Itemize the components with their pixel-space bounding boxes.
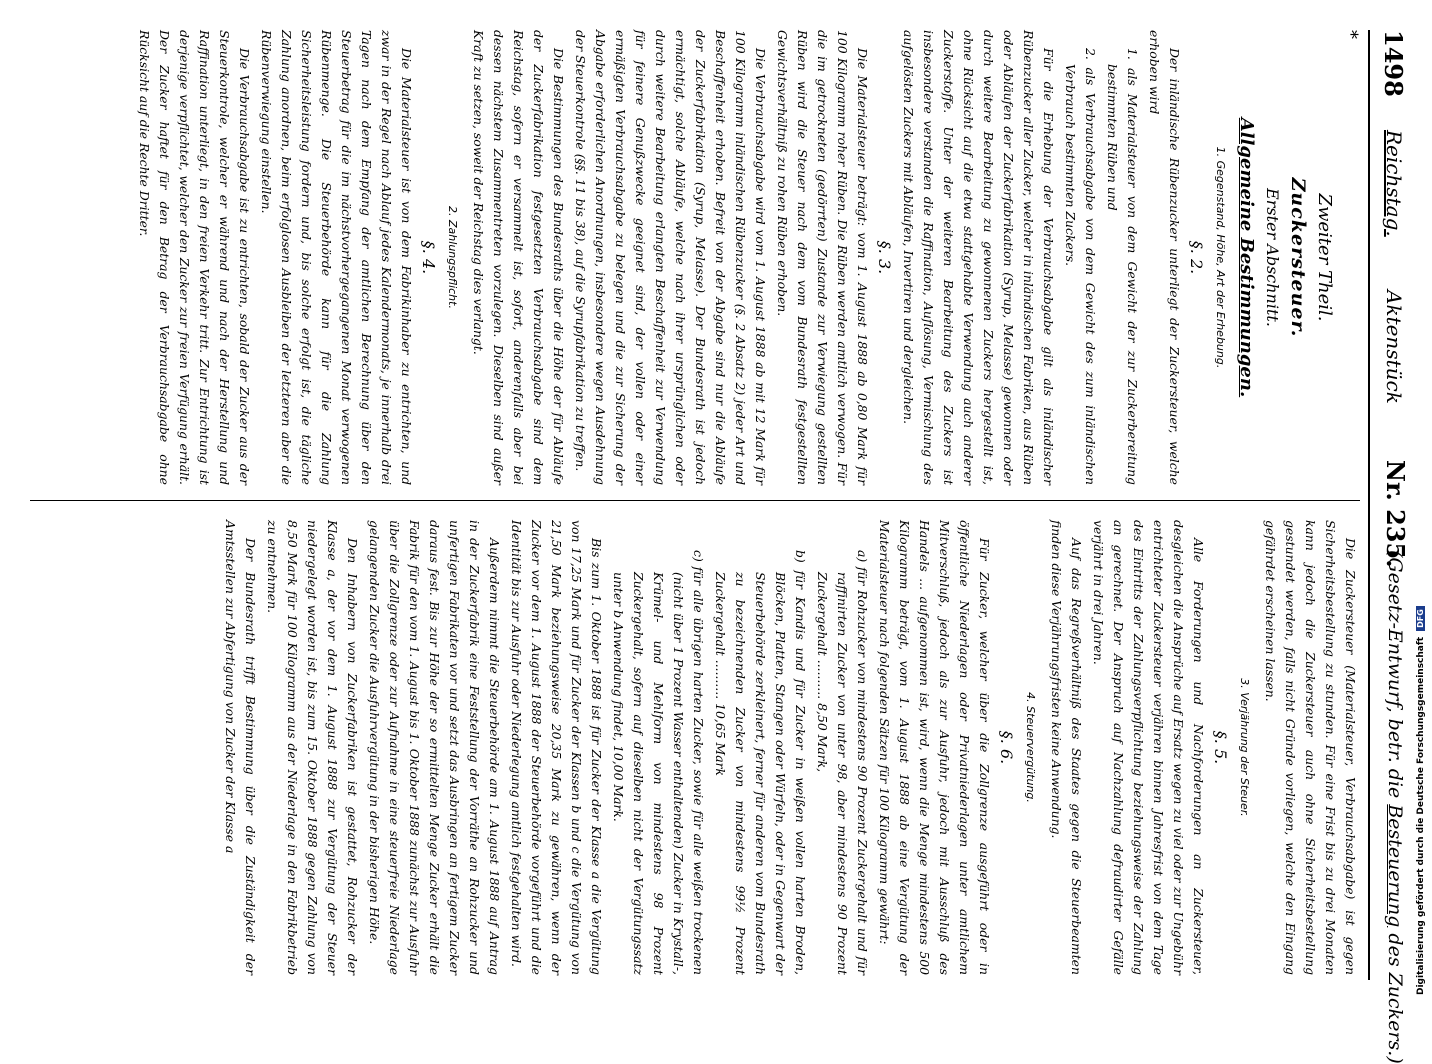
- section-heading: Erster Abschnitt.: [1263, 188, 1282, 327]
- right-text-1: Die Zuckersteuer (Materialsteuer, Verbrauchsabgabe) ist gegen Sicherheitsbestellung zu stunden. Für eine Frist bis zu drei Monaten kann jedoch die Zuckersteuer auch ohne Sicherheitsbestellung gestundet werden, falls nicht Gründe vorliegen, welche den Eingang gefährdet erscheinen lassen.: [1263, 520, 1358, 975]
- column-divider: [30, 500, 1360, 501]
- paragraph-5-text-2: Auf das Regreßverhältniß des Staates gegen die Steuerbeamten finden diese Verjährungsfristen keine Anwendung.: [1049, 520, 1084, 975]
- title-prefix: (Gesetz-Entwurf, betr. die: [1384, 550, 1406, 799]
- paragraph-3-text-2: Die Verbrauchsabgabe wird vom 1. August 1888 ab mit 12 Mark für 100 Kilogramm inländischen Rübenzucker (§. 2 Absatz 2) jeder Art und Beschaffenheit erhoben. Befreit von der Abgabe sind nur die Abläufe der Zuckerfabrikation (Syrup, Melasse). Der Bundesrath ist jedoch ermächtigt, solche Abläufe, welche nach ihrer ursprünglichen oder durch weitere Bearbeitung erlangten Beschaffenheit zur Verwendung für feinere Genußzwecke geeignet sind, der vollen oder einer ermäßigten Verbrauchsabgabe zu belegen und die zur Sicherung der Abgabe erforderlichen Anordnungen, insbesondere wegen Ausdehnung der Steuerkontrole (§§. 11 bis 38), auf die Syrupfabrikation zu treffen.: [573, 30, 768, 485]
- part-title: Zuckersteuer.: [1287, 177, 1309, 338]
- paragraph-2-text: Für die Erhebung der Verbrauchsabgabe gilt als inländischer Rübenzucker aller Zucker, welcher in inländischen Fabriken, aus Rüben oder Abläufen der Zuckerfabrikation (Syrup, Melasse) gewonnen oder durch weitere Bearbeitung zu gewonnenen Zuckers hergestellt ist, ohne Rücksicht auf die etwa stattgehabte Verwendung auch anderer Zuckerstoffe. Unter der weiteren Bearbeitung des Zuckers ist insbesondere verstanden die Raffination, Auflösung, Vermischung des aufgelösten Zuckers mit Abläufen, Invertiren und dergleichen.: [901, 30, 1056, 485]
- subheading-1: 1. Gegenstand, Höhe, Art der Erhebung.: [1214, 146, 1227, 369]
- paragraph-5-heading: §. 5.: [1211, 730, 1230, 765]
- paragraph-6-item-a: a) für Rohzucker von mindestens 90 Prozent Zuckergehalt und für raffinirten Zucker von unter 98, aber mindestens 90 Prozent Zuckergehalt .......... 8,50 Mark,: [815, 550, 870, 975]
- paragraph-4-text-2: Die Verbrauchsabgabe ist zu entrichten, sobald der Zucker aus der Steuerkontrole, welcher er während und nach der Herstellung und Raffination unterliegt, in den freien Verkehr tritt. Zur Entrichtung ist derjenige verpflichtet, welcher den Zucker zur freien Verfügung erhält. Der Zucker haftet für den Betrag der Verbrauchsabgabe ohne Rücksicht auf die Rechte Dritter.: [137, 30, 252, 485]
- paragraph-3-text-3: Die Bestimmungen des Bundesraths über die Höhe der für Abläufe der Zuckerfabrikation festgesetzten Verbrauchsabgabe sind dem Reichstag, sofern er versammelt ist, sofort, anderenfalls aber bei dessen nächstem Zusammentreten vorzulegen. Dieselben sind außer Kraft zu setzen, soweit der Reichstag dies verlangt.: [471, 30, 566, 485]
- left-column: [132, 30, 1360, 485]
- page-header: [1370, 30, 1414, 1064]
- title-suffix: des Zuckers.): [1384, 933, 1406, 1064]
- document-title: [1384, 550, 1406, 1064]
- general-provisions-heading: Allgemeine Bestimmungen.: [1236, 117, 1257, 398]
- digitization-imprint: [1416, 0, 1426, 995]
- title-main: Besteuerung: [1384, 804, 1406, 928]
- paragraph-2-item-2: 2. als Verbrauchsabgabe von dem Gewicht des zum inländischen Verbrauch bestimmten Zuckers.: [1063, 48, 1098, 485]
- document-type: Aktenstück: [1382, 290, 1406, 404]
- page-number: 1498: [1379, 30, 1408, 97]
- subheading-4: 4. Steuervergütung.: [1024, 692, 1037, 803]
- paragraph-6-item-c: c) für alle übrigen harten Zucker, sowie für alle weißen trockenen (nicht über 1 Prozent Wasser enthaltenden) Zucker in Krystall-, Krümel- und Mehlform von mindestens 98 Prozent Zuckergehalt, sofern auf dieselben nicht der Vergütungssatz unter b Anwendung findet, 10,00 Mark.: [611, 550, 706, 975]
- paragraph-2-heading: §. 2.: [1187, 240, 1206, 275]
- paragraph-5-text-1: Alle Forderungen und Nachforderungen an Zuckersteuer, desgleichen die Ansprüche auf Ersatz wegen zu viel oder zur Ungebühr entrichteter Zuckersteuer verjähren binnen Jahresfrist von dem Tage des Eintritts der Zahlungsverpflichtung beziehungsweise der Zahlung an gerechnet. Der Anspruch auf Nachzahlung defraudirter Gefälle verjährt in drei Jahren.: [1091, 520, 1206, 975]
- paragraph-2-item-1: 1. als Materialsteuer von dem Gewicht der zur Zuckerbereitung bestimmten Rüben und: [1105, 48, 1140, 485]
- periodical-name: Reichstag.: [1382, 130, 1406, 237]
- subheading-2: 2. Zahlungspflicht.: [446, 206, 459, 309]
- paragraph-6-item-b: b) für Kandis und für Zucker in weißen vollen harten Broden, Blöcken, Platten, Stangen oder Würfeln, oder in Gegenwart der Steuerbehörde zerkleinert, ferner für anderen vom Bundesrath zu bezeichnenden Zucker von mindestens 99½ Prozent Zuckergehalt .......... 10,65 Mark: [713, 550, 808, 975]
- right-text-4: Den Inhabern von Zuckerfabriken ist gestattet, Rohzucker der Klasse a, der vor dem 1. August 1888 zur Vergütung der Steuer niedergelegt worden ist, bis zum 15. Oktober 1888 gegen Zahlung von 8,50 Mark für 100 Kilogramm aus der Niederlage in den Fabrikbetrieb zu entnehmen.: [265, 520, 360, 975]
- header-rule: [1368, 30, 1370, 980]
- right-text-2: Bis zum 1. Oktober 1888 ist für Zucker der Klasse a die Vergütung von 17,25 Mark und für Zucker der Klassen b und c die Vergütung von 21,50 Mark beziehungsweise 20,35 Mark zu gewähren, wenn der Zucker vor dem 1. August 1888 der Steuerbehörde vorgeführt und die Identität bis zur Ausfuhr oder Niederlegung amtlich festgehalten wird.: [509, 520, 604, 975]
- paragraph-3-heading: §. 3.: [875, 240, 894, 275]
- document-number: Nr. 235.: [1381, 460, 1410, 568]
- imprint-text: Digitalisierung gefördert durch die Deutsche Forschungsgemeinschaft: [1416, 636, 1426, 995]
- paragraph-4-text-1: Die Materialsteuer ist von dem Fabrikinhaber zu entrichten, und zwar in der Regel nach Ablauf jedes Kalendermonats, je innerhalb drei Tagen nach dem Empfang der amtlichen Berechnung über den Steuerbetrag für die im nächstvorhergegangenen Monat verwogenen Rübenmenge. Die Steuerbehörde kann für die Zahlung Sicherheitsleistung fordern und, bis solche erfolgt ist, die tägliche Zahlung anordnen, beim erfolglosen Ausbleiben der letzteren aber die Rübenverwiegung einstellen.: [259, 30, 414, 485]
- right-text-3: Außerdem nimmt die Steuerbehörde am 1. August 1888 auf Antrag in der Zuckerfabrik eine Feststellung der Vorräthe an Rohzucker und unfertigen Fabrikaten vor und setzt das Ausbringen an fertigem Zucker daraus fest. Bis zur Höhe der so ermittelten Menge Zucker erhält die Fabrik für den vom 1. August bis 1. Oktober 1888 zunächst zur Ausfuhr über die Zollgrenze oder zur Aufnahme in eine steuerfreie Niederlage gelangenden Zucker die Ausfuhrvergütung in der bisherigen Höhe.: [367, 520, 502, 975]
- right-column: [218, 520, 1360, 975]
- paragraph-2-intro: Der inländische Rübenzucker unterliegt der Zuckersteuer, welche erhoben wird: [1147, 30, 1182, 485]
- star-mark: *: [1340, 30, 1361, 39]
- paragraph-6-intro: Für Zucker, welcher über die Zollgrenze ausgeführt oder in öffentliche Niederlagen oder Privatniederlagen unter amtlichem Mitverschluß, jedoch als zur Ausfuhr, jedoch mit Ausschluß des Handels ... aufgenommen ist, wird, wenn die Menge mindestens 500 Kilogramm beträgt, vom 1. August 1888 ab eine Vergütung der Materialsteuer nach folgenden Sätzen für 100 Kilogramm gewährt:: [877, 520, 992, 975]
- paragraph-3-text-1: Die Materialsteuer beträgt: vom 1. August 1888 ab 0,80 Mark für 100 Kilogramm roher Rüben. Die Rüben werden amtlich verwogen. Für die im getrockneten (gedörrten) Zustande zur Verwiegung gestellten Rüben wird die Steuer nach dem vom Bundesrath festgestellten Gewichtsverhältniß zu rohen Rüben erhoben.: [775, 30, 870, 485]
- right-text-5: Der Bundesrath trifft Bestimmung über die Zuständigkeit der Amtsstellen zur Abfertigung von Zucker der Klasse a: [223, 520, 258, 975]
- paragraph-6-heading: §. 6.: [997, 730, 1016, 765]
- subheading-3: 3. Verjährung der Steuer.: [1238, 678, 1251, 817]
- dfg-logo: DFG: [1416, 606, 1425, 631]
- paragraph-4-heading: §. 4.: [419, 240, 438, 275]
- part-heading: Zweiter Theil.: [1314, 193, 1335, 322]
